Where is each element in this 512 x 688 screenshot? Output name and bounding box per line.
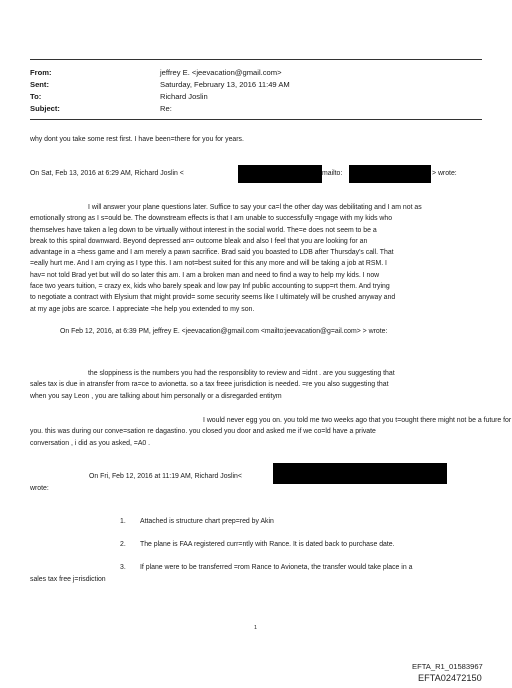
- bates-stamp-2: EFTA02472150: [418, 673, 482, 683]
- page-number: 1: [254, 625, 258, 631]
- quote3-prefix: On Fri, Feb 12, 2016 at 11:19 AM, Richard Joslin<: [89, 473, 242, 480]
- redaction-box: [273, 463, 447, 484]
- item-number: 2.: [120, 541, 126, 548]
- item-text: If plane were to be transferred =rom Rance to Avioneta, the transfer would take place in a: [140, 564, 413, 571]
- quote1-prefix: On Sat, Feb 13, 2016 at 6:29 AM, Richard Joslin <: [30, 170, 184, 177]
- sent-label: Sent:: [30, 80, 49, 89]
- quote1-suffix: > wrote:: [432, 170, 457, 177]
- quoted-paragraph-1: I will answer your plane questions later. Suffice to say your ca=l the other day was debilitating and I am not as emotionally strong as I s=ould be. The downstream effects is that I am unable to successfully =ngage with my kids who themselves have taken a leg down to be virtually without interest in the social world. The=e does not seem to be a break to this spiral downward. Beyond depressed an= outcome bleak and also I feel that you are looking for an advantage in a =hess game and I am merely a pawn sacrifice. Brad said you boasted to LDB after Thursday's call. That =eally hurt me. And I am crying as I type this. I am not=best suited for this any more and will be taking a job at RSM. I hav= not told Brad yet but will do so later this am. I am a broken man and need to find a way to help my kids. I now face two years tuition, = crazy ex, kids who barely speak and low pay Inf public accounting to supp=rt them. And trying to negotiate a contract with Elysium that might provid= some security seems like I ultimately will be crushed anyway and at my age jobs are scarce. I appreciate =he help you extended to my son.: [30, 204, 422, 313]
- redaction-box: [349, 165, 431, 183]
- item-text: The plane is FAA registered curr=ntly with Rance. It is dated back to purchase date.: [140, 541, 395, 548]
- sent-value: Saturday, February 13, 2016 11:49 AM: [160, 80, 290, 89]
- redaction-box: [238, 165, 322, 183]
- item-number: 1.: [120, 518, 126, 525]
- quote1-mailto: mailto:: [322, 170, 343, 177]
- quoted-paragraph-2: the sloppiness is the numbers you had the responsiblity to review and =idnt . are you suggesting that sales tax is due in atransfer from ra=ce to avionetta. so a tax freee jurisdiction is needed. =re you also suggesting that when you say Leon , you are talking about him personally or a disregarded entitym: [30, 370, 395, 400]
- reply-line: why dont you take some rest first. I have been=there for you for years.: [30, 136, 244, 143]
- quoted-paragraph-3: I would never egg you on. you told me two weeks ago that you t=ought there might not be a future for you. this was during our conve=sation re dagastino. you closed you door and asked me if we co=ld have a private conversation , i did as you asked, =A0 .: [30, 417, 512, 447]
- item-number: 3.: [120, 564, 126, 571]
- subject-label: Subject:: [30, 104, 60, 113]
- item-3-continuation: sales tax free j=risdiction: [30, 576, 106, 583]
- to-value: Richard Joslin: [160, 92, 208, 101]
- wrote-label: wrote:: [30, 485, 49, 492]
- bates-stamp-1: EFTA_R1_01583967: [412, 662, 483, 671]
- subject-value: Re:: [160, 104, 172, 113]
- quote2-header: On Feb 12, 2016, at 6:39 PM, jeffrey E. <jeevacation@gmail.com <mailto:jeevacation@g=ail.com> > wrote:: [60, 328, 388, 335]
- item-text: Attached is structure chart prep=red by Akin: [140, 518, 274, 525]
- from-label: From:: [30, 68, 52, 77]
- from-value: jeffrey E. <jeevacation@gmail.com>: [160, 68, 282, 77]
- header-bottom-rule: [30, 119, 482, 120]
- header-top-rule: [30, 59, 482, 60]
- to-label: To:: [30, 92, 42, 101]
